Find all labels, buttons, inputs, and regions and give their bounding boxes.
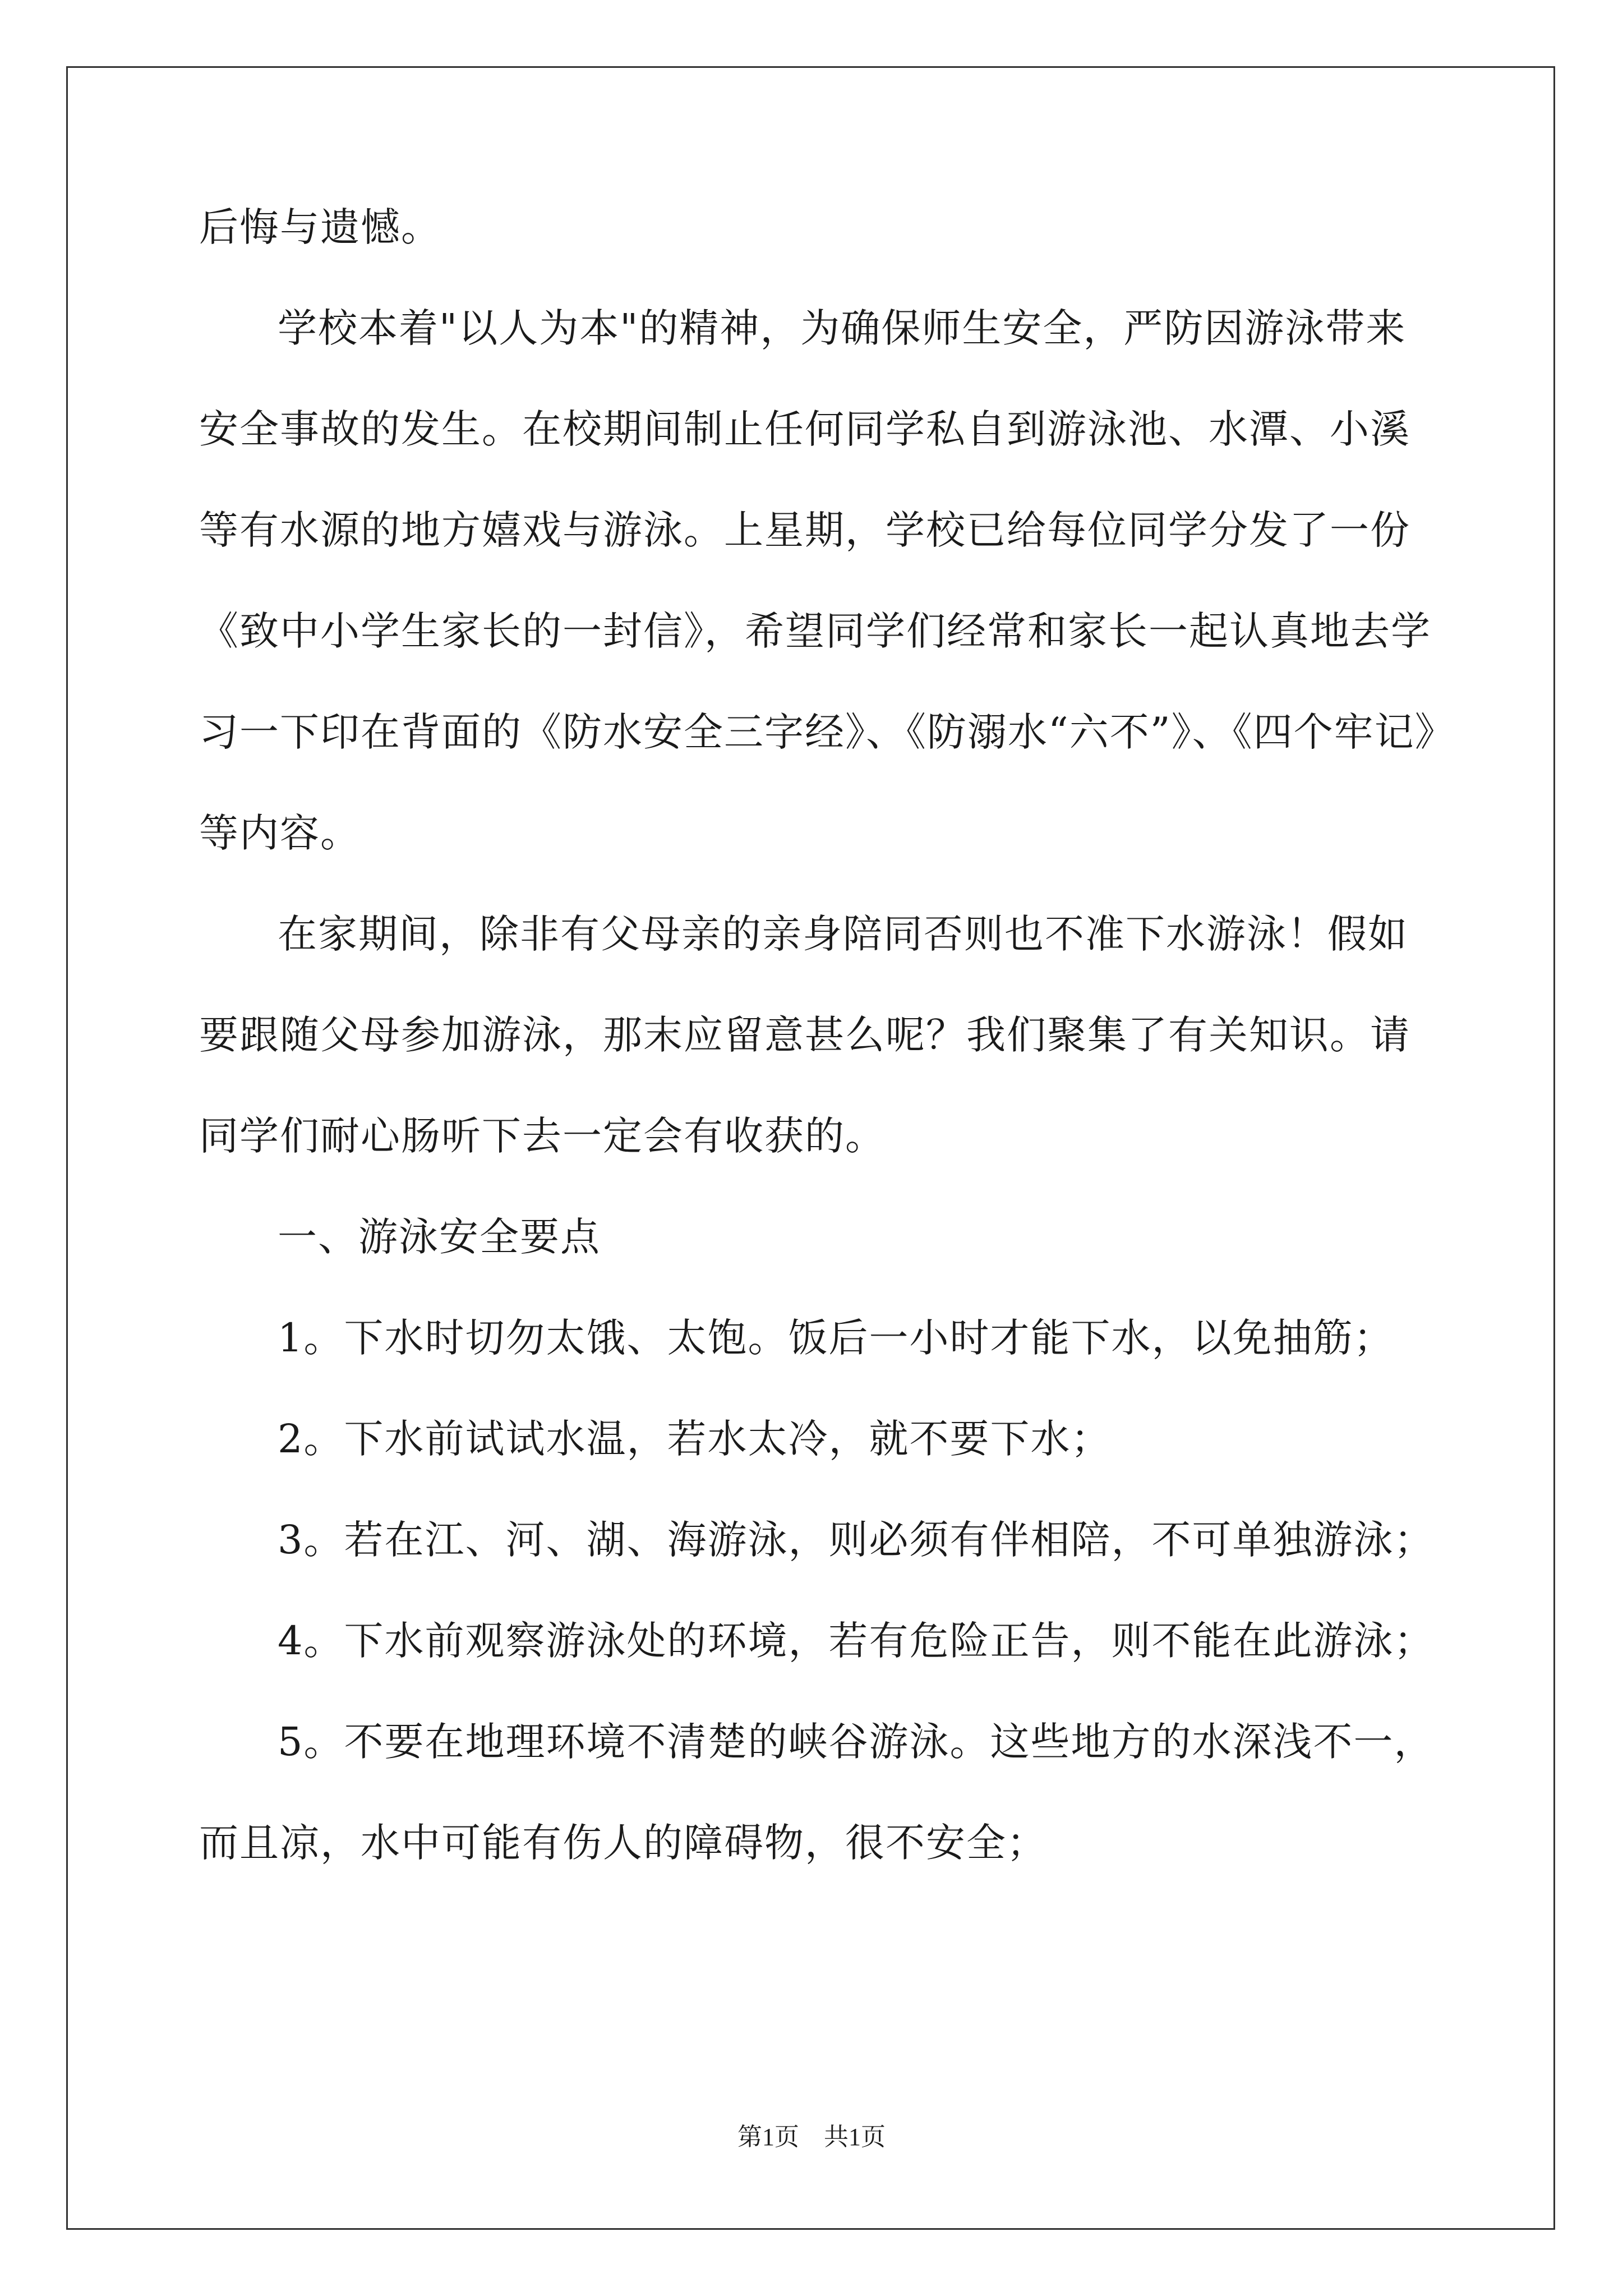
page-number-footer: 第1页 共1页 xyxy=(737,2123,886,2151)
list-item: 1。下水时切勿太饿、太饱。饭后一小时才能下水，以免抽筋； xyxy=(278,1315,1394,1361)
text-line: 《致中小学生家长的一封信》，希望同学们经常和家长一起认真地去学 xyxy=(199,608,1431,654)
text-line: 同学们耐心肠听下去一定会有收获的。 xyxy=(199,1113,886,1159)
text-line: 而且凉，水中可能有伤人的障碍物，很不安全； xyxy=(199,1820,1047,1866)
text-line: 等内容。 xyxy=(199,810,361,856)
list-item: 4。下水前观察游泳处的环境，若有危险正告，则不能在此游泳； xyxy=(278,1618,1435,1664)
list-item: 5。不要在地理环境不清楚的峡谷游泳。这些地方的水深浅不一， xyxy=(278,1719,1435,1765)
text-line: 等有水源的地方嬉戏与游泳。上星期，学校已给每位同学分发了一份 xyxy=(199,507,1410,553)
text-line: 习一下印在背面的《防水安全三字经》、《防溺水“六不”》、《四个牢记》 xyxy=(199,709,1455,755)
text-line: 要跟随父母参加游泳，那末应留意甚么呢？我们聚集了有关知识。请 xyxy=(199,1012,1410,1058)
list-item: 2。下水前试试水温，若水太冷，就不要下水； xyxy=(278,1416,1112,1462)
paragraph-start-line: 学校本着"以人为本"的精神，为确保师生安全，严防因游泳带来 xyxy=(278,305,1407,351)
text-line: 安全事故的发生。在校期间制止任何同学私自到游泳池、水潭、小溪 xyxy=(199,406,1410,452)
section-heading: 一、游泳安全要点 xyxy=(278,1214,601,1260)
paragraph-start-line: 在家期间，除非有父母亲的亲身陪同否则也不准下水游泳！假如 xyxy=(278,911,1408,957)
list-item: 3。若在江、河、湖、海游泳，则必须有伴相陪，不可单独游泳； xyxy=(278,1517,1435,1563)
text-line: 后悔与遗憾。 xyxy=(199,204,441,250)
